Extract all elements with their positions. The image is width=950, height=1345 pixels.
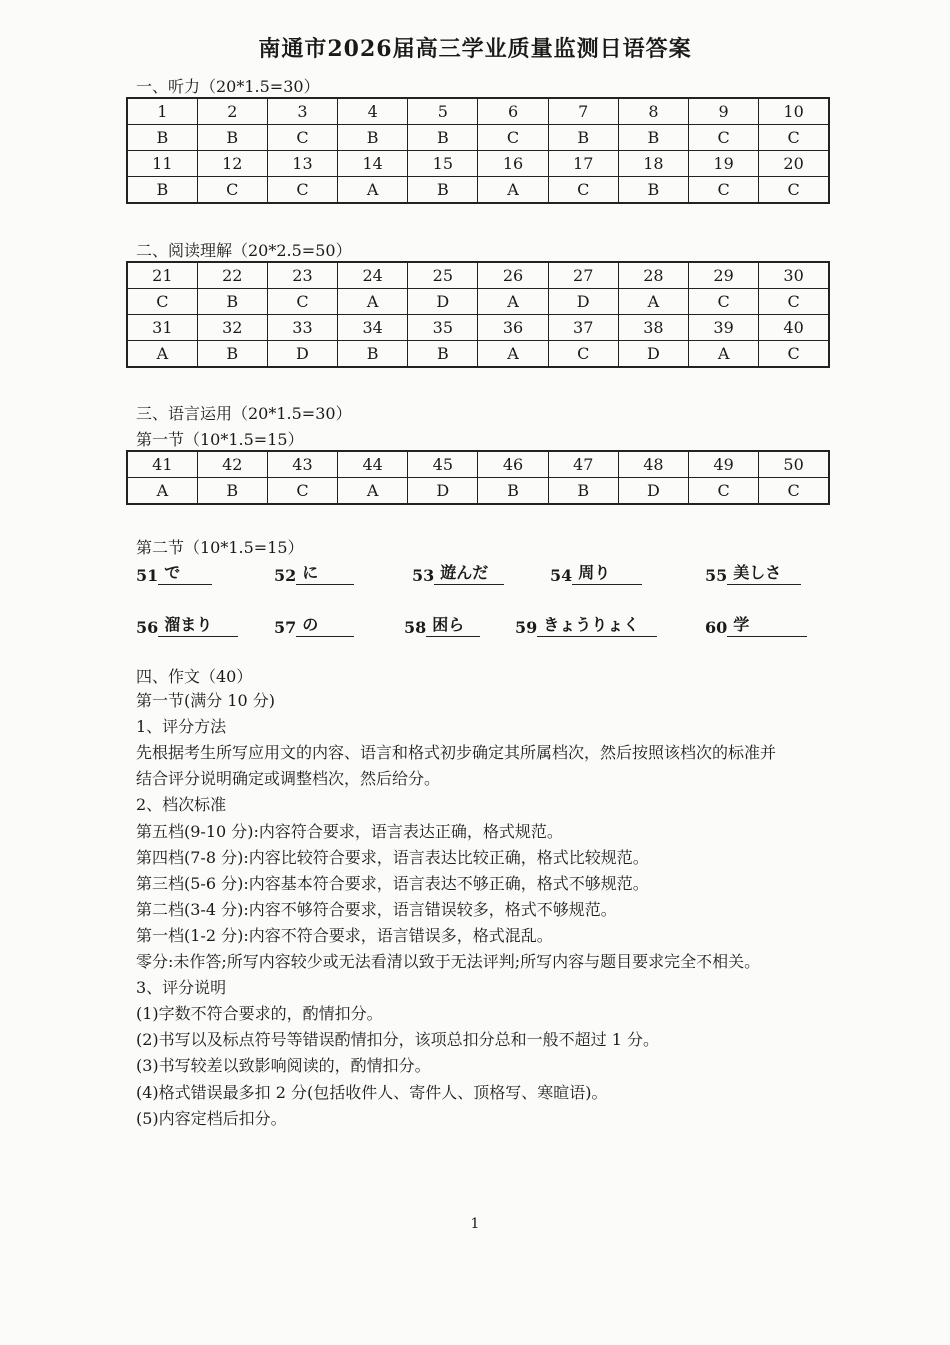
answer-cell: C [197, 177, 267, 204]
answer-cell: C [689, 289, 759, 315]
fill-number: 59 [515, 618, 538, 637]
answer-cell: C [689, 177, 759, 204]
criteria-line: (4)格式错误最多扣 2 分(包括收件人、寄件人、顶格写、寒暄语)。 [136, 1082, 608, 1102]
question-number-cell: 36 [478, 315, 548, 341]
fill-answer: 美しさ [727, 560, 801, 585]
section-writing-heading: 四、作文（40） [136, 667, 253, 686]
criteria-line: 第二档(3-4 分):内容不够符合要求，语言错误较多，格式不够规范。 [136, 899, 617, 919]
fill-number: 60 [705, 618, 728, 637]
fill-number: 53 [412, 566, 435, 585]
criteria-line: 零分:未作答;所写内容较少或无法看清以致于无法评判;所写内容与题目要求完全不相关。 [136, 952, 761, 971]
answer-cell: D [408, 289, 478, 315]
answer-cell: A [338, 177, 408, 204]
question-number-cell: 6 [478, 98, 548, 125]
answer-cell: C [127, 289, 197, 315]
question-number-cell: 44 [338, 451, 408, 478]
question-number-cell: 5 [408, 98, 478, 125]
question-number-cell: 41 [127, 451, 197, 478]
question-number-cell: 28 [618, 262, 688, 289]
fill-number: 54 [550, 566, 573, 585]
answer-cell: B [408, 177, 478, 204]
question-number-cell: 50 [759, 451, 829, 478]
answer-cell: D [267, 341, 337, 368]
fill-answer: 学 [727, 612, 807, 637]
criteria-line: 第一节(满分 10 分) [136, 691, 276, 710]
answer-cell: C [548, 177, 618, 204]
criteria-line: (2)书写以及标点符号等错误酌情扣分，该项总扣分总和一般不超过 1 分。 [136, 1030, 660, 1050]
fill-item [136, 612, 238, 637]
question-number-row [127, 315, 829, 341]
answer-cell: D [618, 341, 688, 368]
question-number-cell: 31 [127, 315, 197, 341]
question-number-cell: 15 [408, 151, 478, 177]
criteria-line: 结合评分说明确定或调整档次，然后给分。 [136, 769, 441, 789]
criteria-line: 1、评分方法 [136, 717, 227, 737]
question-number-cell: 7 [548, 98, 618, 125]
answer-cell: C [759, 125, 829, 151]
question-number-cell: 42 [197, 451, 267, 478]
fill-number: 56 [136, 618, 159, 637]
question-number-cell: 32 [197, 315, 267, 341]
answer-cell: C [478, 125, 548, 151]
page-title: 南通市2026届高三学业质量监测日语答案 [258, 36, 692, 62]
question-number-cell: 46 [478, 451, 548, 478]
answer-cell: C [759, 341, 829, 368]
question-number-cell: 16 [478, 151, 548, 177]
question-number-cell: 38 [618, 315, 688, 341]
question-number-cell: 1 [127, 98, 197, 125]
question-number-cell: 34 [338, 315, 408, 341]
question-number-cell: 12 [197, 151, 267, 177]
question-number-cell: 29 [689, 262, 759, 289]
answer-row [127, 177, 829, 204]
answer-cell: C [267, 125, 337, 151]
answer-cell: B [127, 177, 197, 204]
criteria-line: 第三档(5-6 分):内容基本符合要求，语言表达不够正确，格式不够规范。 [136, 873, 649, 893]
fill-answer: で [158, 560, 212, 585]
fill-item [404, 612, 480, 637]
answer-cell: B [548, 478, 618, 505]
answer-cell: A [338, 289, 408, 315]
fill-answer: 溜まり [158, 612, 238, 637]
question-number-cell: 22 [197, 262, 267, 289]
question-number-cell: 26 [478, 262, 548, 289]
question-number-row [127, 451, 829, 478]
answer-row [127, 125, 829, 151]
answer-cell: B [197, 478, 267, 505]
question-number-cell: 11 [127, 151, 197, 177]
fill-number: 51 [136, 566, 159, 585]
answer-cell: C [267, 177, 337, 204]
criteria-line: 第一档(1-2 分):内容不符合要求，语言错误多，格式混乱。 [136, 925, 553, 945]
question-number-cell: 49 [689, 451, 759, 478]
answer-cell: C [548, 341, 618, 368]
fill-in-row-2 [136, 612, 836, 638]
fill-answer: の [296, 612, 354, 637]
question-number-cell: 27 [548, 262, 618, 289]
answer-cell: A [338, 478, 408, 505]
question-number-cell: 10 [759, 98, 829, 125]
question-number-cell: 33 [267, 315, 337, 341]
criteria-line: (1)字数不符合要求的，酌情扣分。 [136, 1004, 383, 1024]
question-number-cell: 47 [548, 451, 618, 478]
language-use-answer-table [126, 450, 830, 505]
listening-answer-table [126, 97, 830, 204]
question-number-cell: 20 [759, 151, 829, 177]
answer-cell: B [197, 289, 267, 315]
question-number-cell: 3 [267, 98, 337, 125]
question-number-cell: 43 [267, 451, 337, 478]
criteria-line: (5)内容定档后扣分。 [136, 1108, 287, 1128]
question-number-cell: 14 [338, 151, 408, 177]
answer-cell: A [127, 478, 197, 505]
fill-item [274, 612, 354, 637]
section-listening-heading: 一、听力（20*1.5=30） [136, 77, 320, 96]
criteria-line: 第四档(7-8 分):内容比较符合要求，语言表达比较正确，格式比较规范。 [136, 847, 649, 867]
fill-item [136, 560, 212, 585]
fill-number: 55 [705, 566, 728, 585]
answer-cell: C [267, 478, 337, 505]
section-reading-heading: 二、阅读理解（20*2.5=50） [136, 241, 352, 260]
answer-row [127, 289, 829, 315]
question-number-cell: 17 [548, 151, 618, 177]
question-number-cell: 13 [267, 151, 337, 177]
answer-cell: A [478, 341, 548, 368]
answer-cell: C [759, 289, 829, 315]
page-number: 1 [470, 1216, 480, 1232]
fill-in-row-1 [136, 560, 836, 586]
answer-cell: C [759, 478, 829, 505]
question-number-cell: 39 [689, 315, 759, 341]
question-number-cell: 45 [408, 451, 478, 478]
answer-cell: B [127, 125, 197, 151]
answer-cell: B [618, 125, 688, 151]
fill-number: 58 [404, 618, 427, 637]
criteria-line: (3)书写较差以致影响阅读的，酌情扣分。 [136, 1056, 431, 1076]
answer-cell: B [338, 125, 408, 151]
answer-cell: D [408, 478, 478, 505]
question-number-row [127, 151, 829, 177]
answer-row [127, 478, 829, 505]
answer-cell: C [267, 289, 337, 315]
answer-cell: A [689, 341, 759, 368]
question-number-row [127, 98, 829, 125]
criteria-line: 3、评分说明 [136, 978, 227, 998]
answer-cell: A [127, 341, 197, 368]
fill-answer: 困ら [426, 612, 480, 637]
criteria-line: 先根据考生所写应用文的内容、语言和格式初步确定其所属档次，然后按照该档次的标准并 [136, 743, 777, 763]
question-number-cell: 24 [338, 262, 408, 289]
question-number-cell: 23 [267, 262, 337, 289]
fill-answer: きょうりょく [537, 612, 657, 637]
question-number-cell: 25 [408, 262, 478, 289]
answer-cell: A [618, 289, 688, 315]
question-number-cell: 37 [548, 315, 618, 341]
answer-cell: C [759, 177, 829, 204]
answer-cell: D [618, 478, 688, 505]
question-number-cell: 30 [759, 262, 829, 289]
section-language-use-heading: 三、语言运用（20*1.5=30） [136, 404, 352, 423]
answer-cell: B [197, 125, 267, 151]
fill-answer: に [296, 560, 354, 585]
part1-heading: 第一节（10*1.5=15） [136, 430, 304, 449]
fill-number: 52 [274, 566, 297, 585]
fill-answer: 遊んだ [434, 560, 504, 585]
question-number-cell: 35 [408, 315, 478, 341]
answer-cell: B [197, 341, 267, 368]
fill-item [550, 560, 642, 585]
question-number-cell: 48 [618, 451, 688, 478]
answer-cell: A [478, 177, 548, 204]
question-number-cell: 9 [689, 98, 759, 125]
fill-item [705, 560, 801, 585]
fill-item [705, 612, 807, 637]
fill-item [515, 612, 657, 637]
question-number-cell: 21 [127, 262, 197, 289]
question-number-cell: 8 [618, 98, 688, 125]
question-number-cell: 4 [338, 98, 408, 125]
question-number-cell: 40 [759, 315, 829, 341]
answer-cell: B [408, 125, 478, 151]
question-number-cell: 19 [689, 151, 759, 177]
question-number-row [127, 262, 829, 289]
reading-answer-table [126, 261, 830, 368]
answer-cell: B [478, 478, 548, 505]
fill-number: 57 [274, 618, 297, 637]
criteria-line: 2、档次标准 [136, 795, 227, 815]
answer-cell: A [478, 289, 548, 315]
answer-cell: C [689, 478, 759, 505]
answer-cell: D [548, 289, 618, 315]
fill-item [274, 560, 354, 585]
question-number-cell: 18 [618, 151, 688, 177]
question-number-cell: 2 [197, 98, 267, 125]
answer-row [127, 341, 829, 368]
answer-cell: B [338, 341, 408, 368]
criteria-line: 第五档(9-10 分):内容符合要求，语言表达正确，格式规范。 [136, 821, 563, 841]
fill-answer: 周り [572, 560, 642, 585]
answer-cell: C [689, 125, 759, 151]
answer-cell: B [618, 177, 688, 204]
part2-heading: 第二节（10*1.5=15） [136, 538, 304, 557]
answer-cell: B [548, 125, 618, 151]
fill-item [412, 560, 504, 585]
answer-cell: B [408, 341, 478, 368]
